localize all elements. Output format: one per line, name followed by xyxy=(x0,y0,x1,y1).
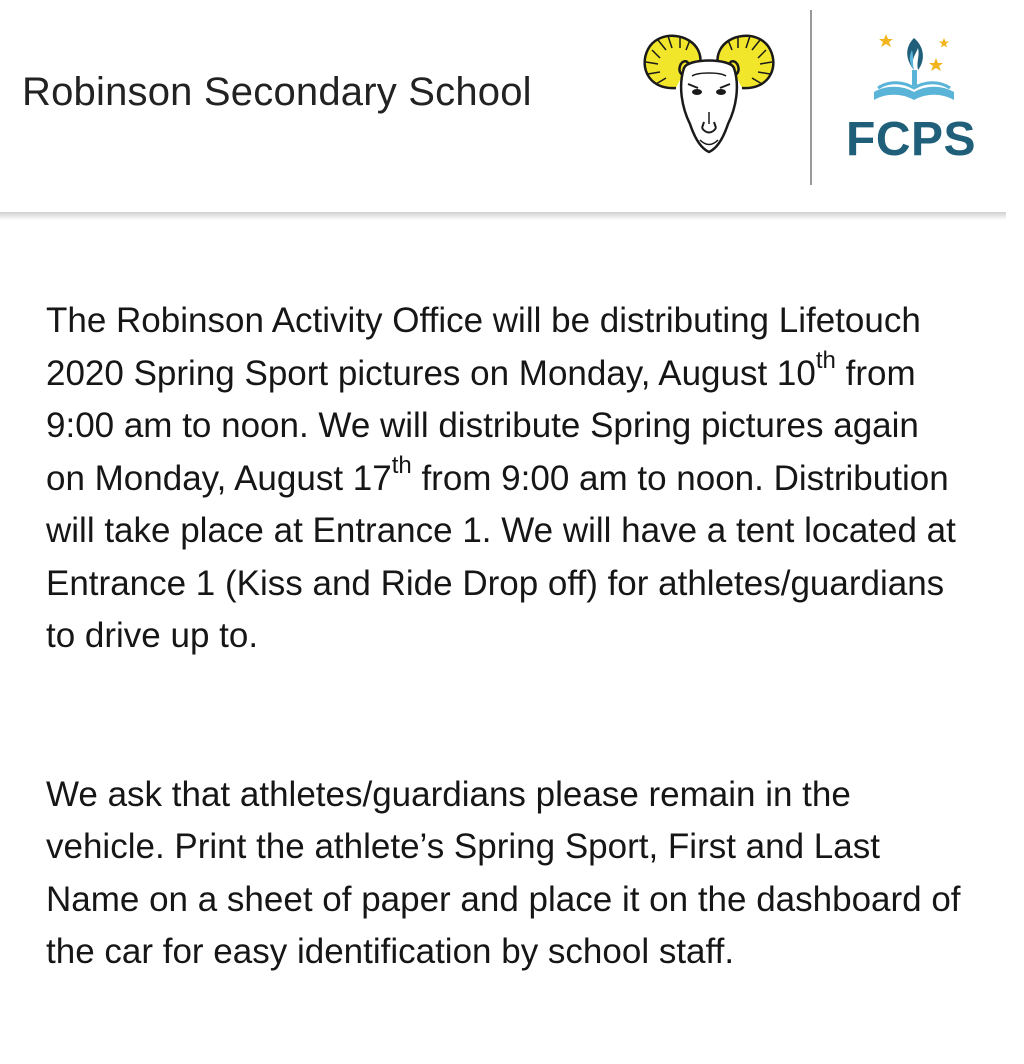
ordinal-suffix: th xyxy=(391,451,412,479)
ram-mascot-icon xyxy=(636,28,782,162)
header-divider xyxy=(810,10,812,185)
paragraph-text: from 9:00 am to noon. Distribution will take place at Entrance 1. We will have a tent located at Entrance 1 (Kiss and Ride Drop off) for athletes/guardians to drive up to. xyxy=(46,458,956,655)
school-name: Robinson Secondary School xyxy=(22,70,532,114)
announcement-paragraph-instructions: We ask that athletes/guardians please remain in the vehicle. Print the athlete’s Spring Sport, First and Last Name on a sheet of paper and place it on the dashboard of the car for easy identification by school staff. xyxy=(46,774,961,971)
page-header xyxy=(0,0,1006,214)
announcement-paragraph-distribution xyxy=(46,295,966,663)
header-shadow xyxy=(0,212,1006,220)
announcement-body xyxy=(46,295,966,979)
paragraph-text: The Robinson Activity Office will be distributing Lifetouch 2020 Spring Sport pictures on Monday, August 10 xyxy=(46,301,921,393)
ordinal-suffix: th xyxy=(815,346,836,374)
fcps-torch-book-icon xyxy=(856,30,966,110)
fcps-wordmark: FCPS xyxy=(846,113,977,166)
paragraph-text: from 9:00 am to noon. We will distribute Spring pictures again on Monday, August 17 xyxy=(46,353,919,498)
